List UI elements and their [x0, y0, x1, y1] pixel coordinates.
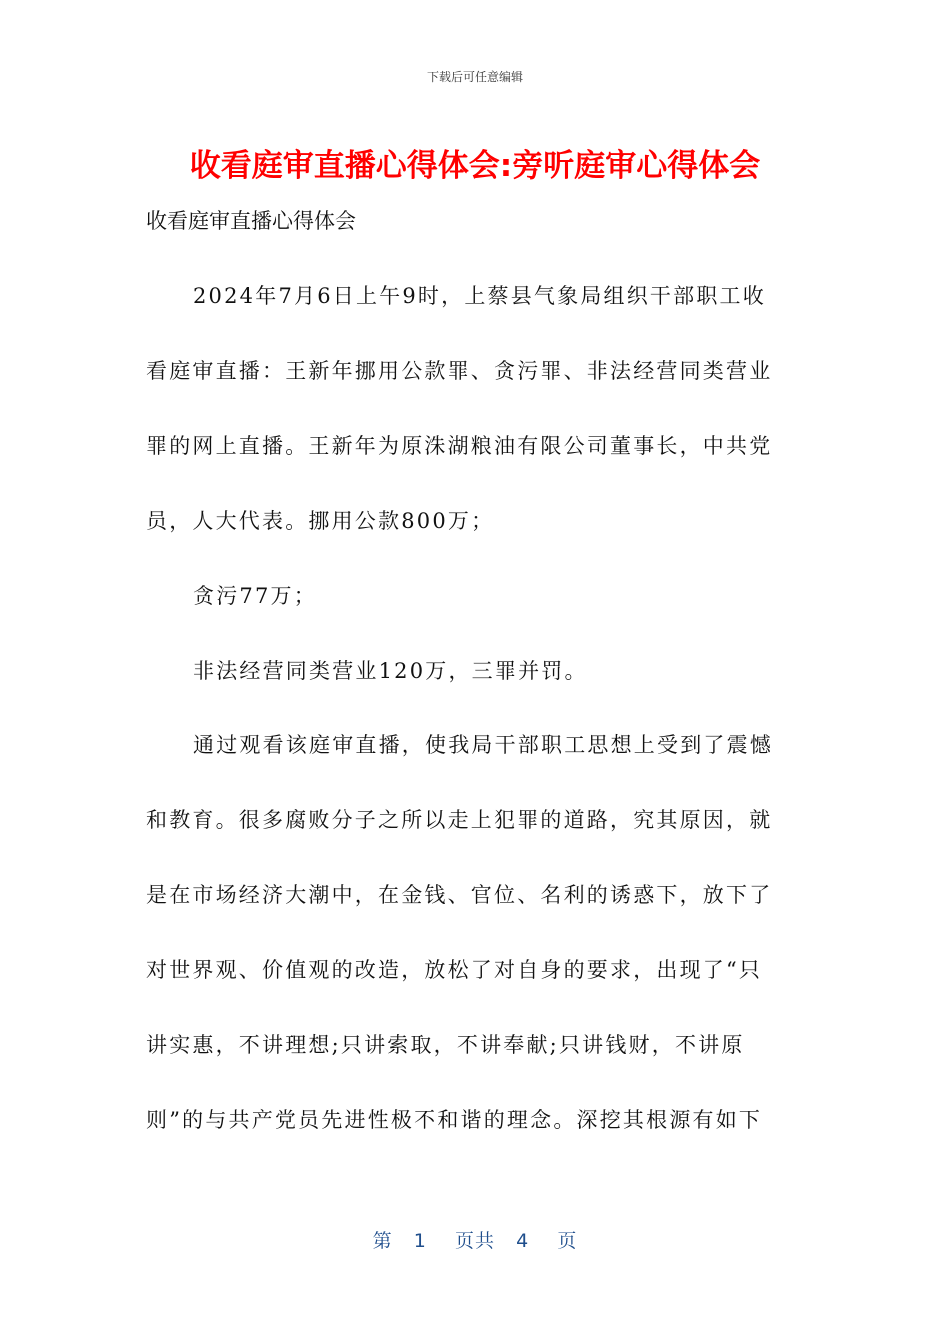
total-pages-number: 4 [516, 1230, 530, 1252]
page-footer [0, 1226, 950, 1253]
paragraph-line: 讲实惠，不讲理想;只讲索取，不讲奉献;只讲钱财，不讲原 [146, 1033, 745, 1057]
paragraph-line: 则”的与共产党员先进性极不和谐的理念。深挖其根源有如下 [146, 1108, 763, 1132]
page-label-prefix: 第 [372, 1230, 393, 1252]
page-label-middle: 页共 [454, 1230, 495, 1252]
paragraph-line: 罪的网上直播。王新年为原洙湖粮油有限公司董事长，中共党 [146, 434, 773, 458]
paragraph-4 [146, 730, 806, 1180]
paragraph-line: 贪污77万； [193, 584, 317, 608]
document-title: 收看庭审直播心得体会:旁听庭审心得体会 [189, 148, 761, 184]
paragraph-line: 2024年7月6日上午9时，上蔡县气象局组织干部职工收 [193, 284, 766, 308]
paragraph-line: 非法经营同类营业120万，三罪并罚。 [193, 659, 588, 683]
paragraph-2 [146, 581, 806, 656]
paragraph-line: 看庭审直播：王新年挪用公款罪、贪污罪、非法经营同类营业 [146, 359, 773, 383]
paragraph-line: 对世界观、价值观的改造，放松了对自身的要求，出现了“只 [146, 958, 763, 982]
page-label-suffix: 页 [557, 1230, 578, 1252]
paragraph-line: 员，人大代表。挪用公款800万； [146, 509, 495, 533]
paragraph-line: 通过观看该庭审直播，使我局干部职工思想上受到了震憾 [193, 733, 773, 757]
header-note: 下载后可任意编辑 [426, 70, 523, 84]
paragraph-line: 和教育。很多腐败分子之所以走上犯罪的道路，究其原因，就 [146, 808, 773, 832]
paragraph-3 [146, 656, 806, 731]
document-subtitle: 收看庭审直播心得体会 [146, 209, 356, 233]
current-page-number: 1 [413, 1230, 427, 1252]
paragraph-1 [146, 281, 806, 581]
paragraph-line: 是在市场经济大潮中，在金钱、官位、名利的诱惑下，放下了 [146, 883, 773, 907]
